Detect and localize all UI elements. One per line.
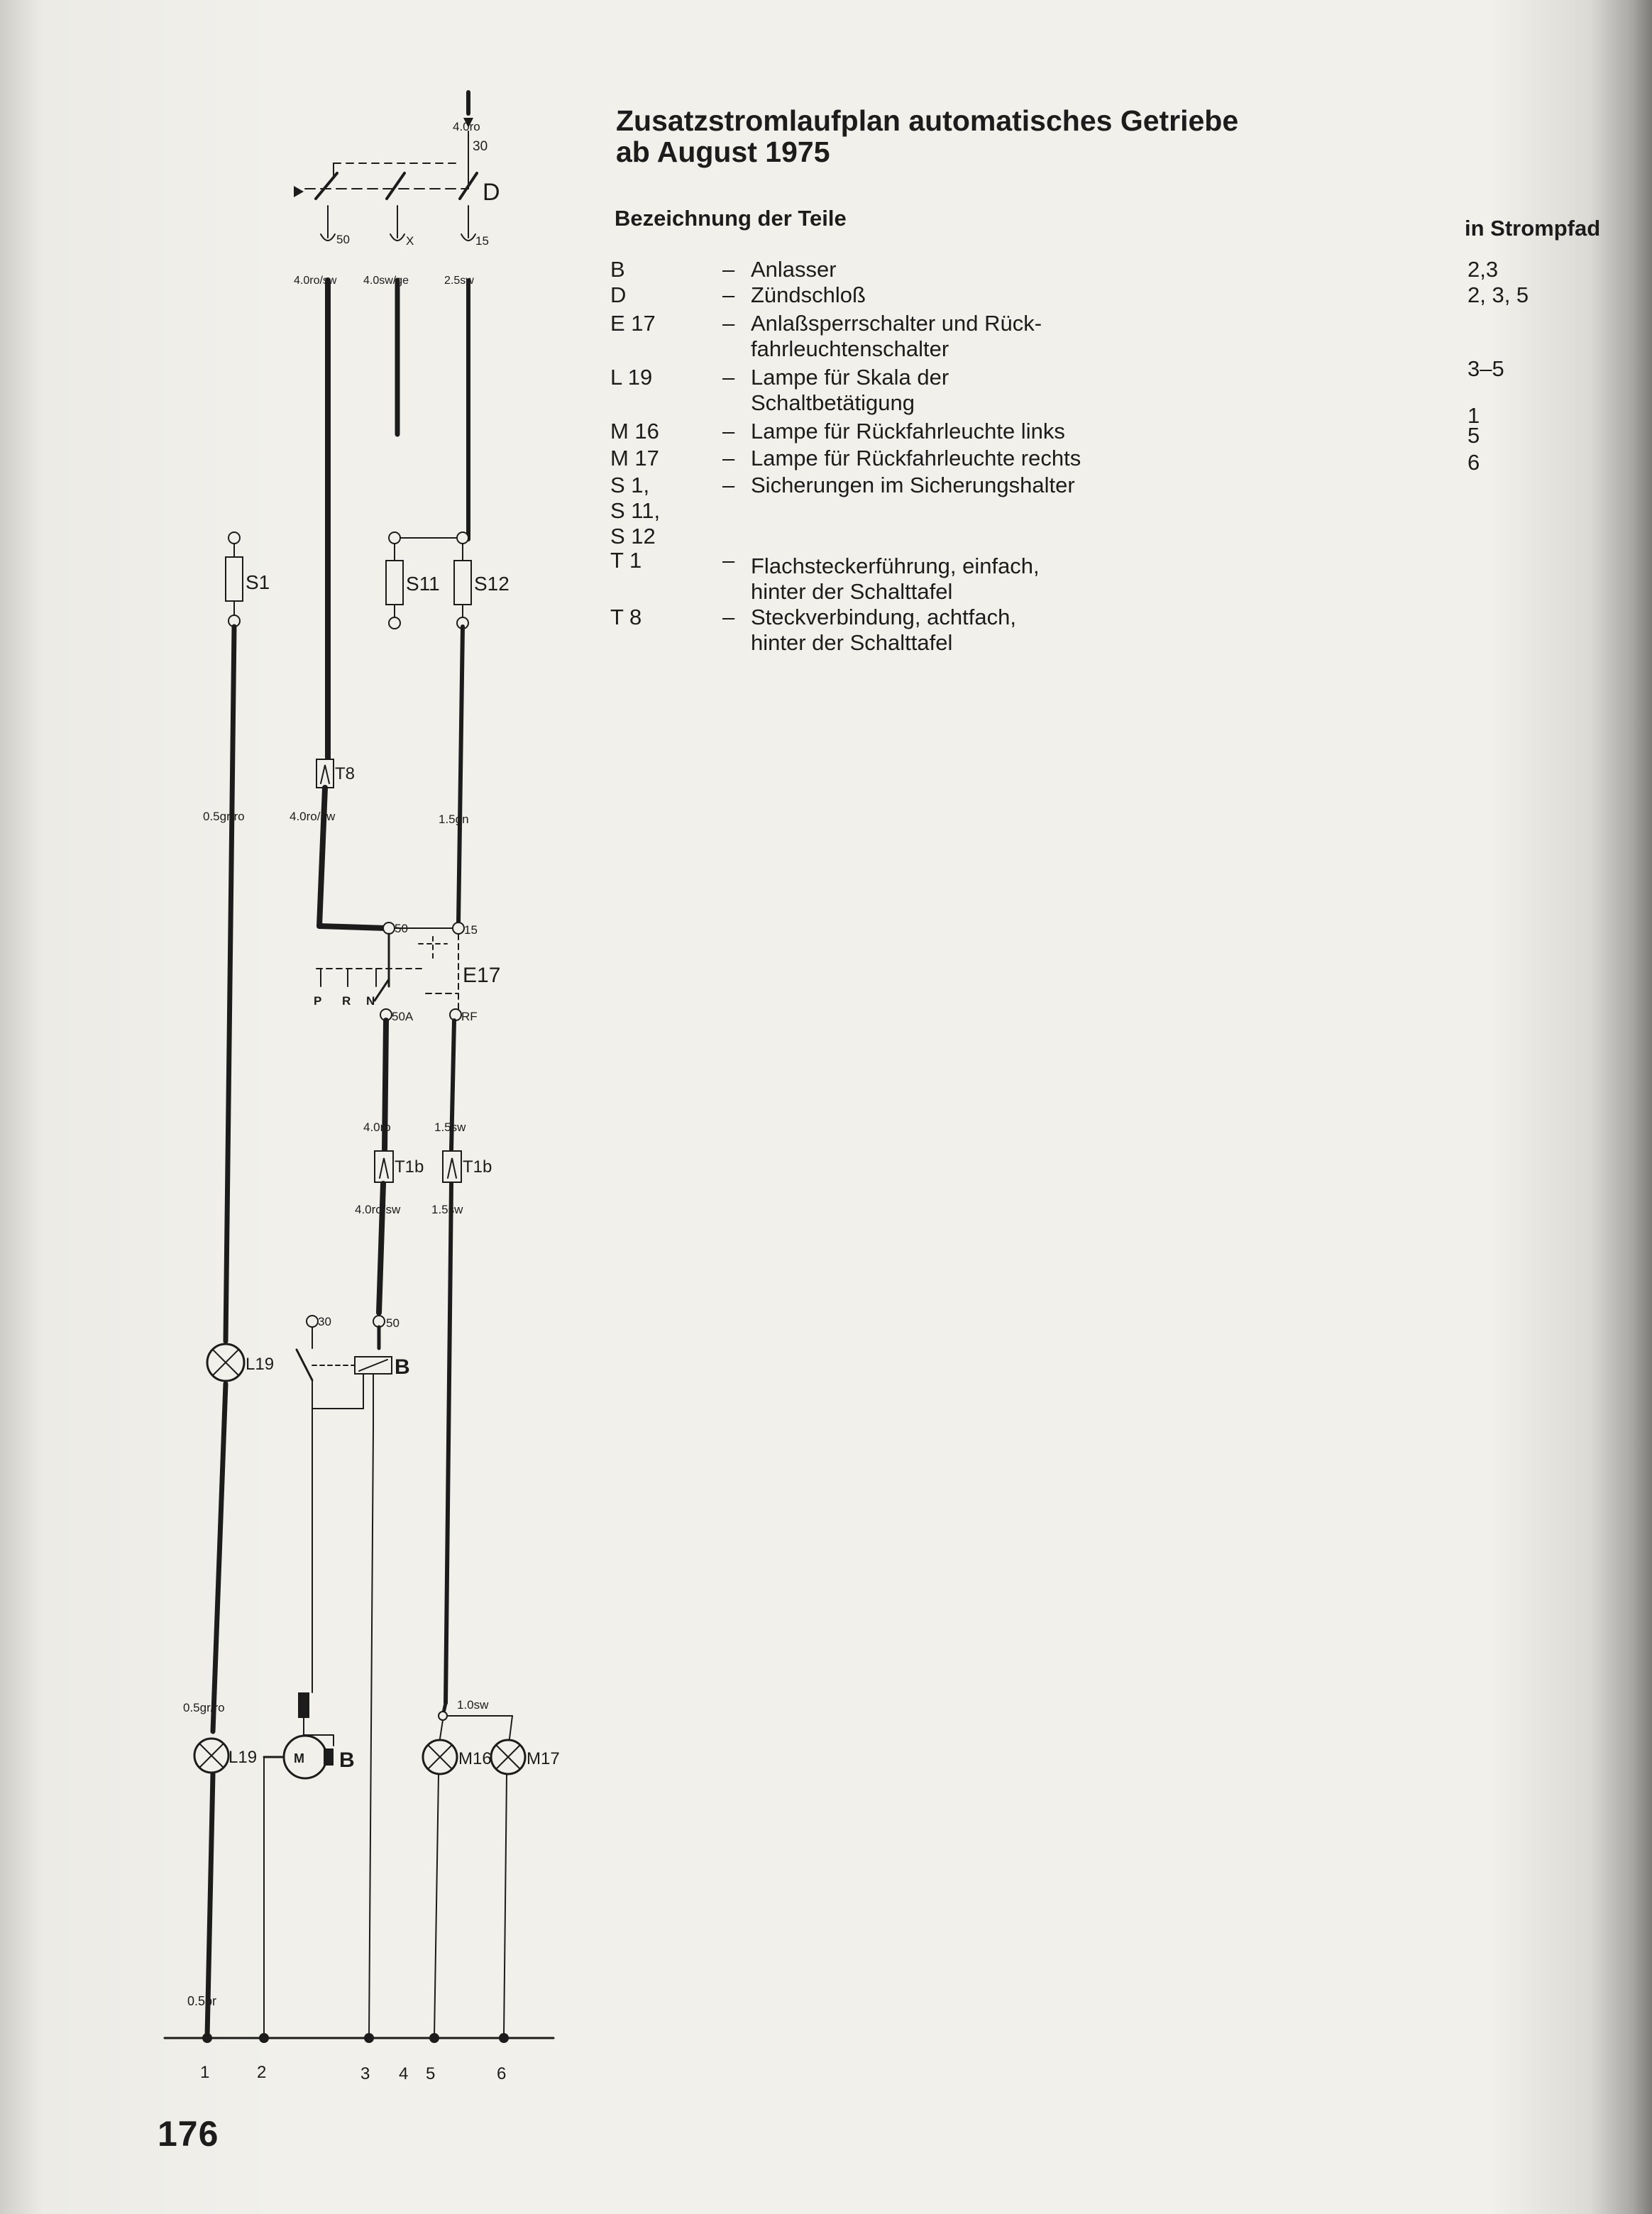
wire-label: 1.5sw [431,1203,463,1216]
wire-label: 4.0ro [363,1120,391,1134]
legend-desc: Anlaßsperrschalter und Rück- fahrleuchtenschalter [751,311,1042,361]
path-number: 4 [399,2064,409,2083]
legend-desc: Steckverbindung, achtfach, hinter der Schalttafel [751,605,1016,655]
selector-label: P [314,994,322,1008]
fuse-s1 [226,532,243,627]
ignition-switch-d [294,92,477,241]
selector-label: N [366,994,375,1008]
legend-desc: Lampe für Skala der Schaltbetätigung [751,365,949,415]
legend-path: 6 [1467,450,1480,475]
component-label: L19 [228,1748,258,1767]
component-label: T1b [463,1157,492,1177]
legend-dash: – [722,282,735,307]
terminal-label: 50 [386,1316,400,1330]
component-label: S12 [474,573,510,595]
component-label: E17 [463,964,501,987]
component-label: S11 [406,573,440,595]
component-label: D [483,179,500,206]
connector-t1b-right [443,1151,461,1182]
page-number: 176 [158,2114,219,2154]
component-label: B [395,1355,410,1379]
legend-path: 1 [1467,403,1480,428]
legend-code: D [610,282,627,307]
wire-label: 4.0ro/sw [294,275,337,287]
path-number: 2 [257,2063,267,2082]
legend-path: 5 [1467,423,1480,448]
starter-motor-b [264,1692,334,2037]
legend-code: B [610,257,625,282]
wire-label: 4.0ro/sw [290,810,336,823]
path-number: 5 [426,2064,436,2083]
legend-code: M 16 [610,419,659,444]
legend-dash: – [722,311,735,336]
title-line-1: Zusatzstromlaufplan automatisches Getriebe [616,104,1239,137]
wire-label: 1.0sw [457,1698,489,1712]
wire-label: 0.5br [187,1994,217,2008]
legend-code: E 17 [610,311,656,336]
terminal-label: 15 [475,234,489,248]
wire-1-gr-ro [226,627,234,1341]
terminal-label: X [406,234,414,248]
component-label: T8 [335,764,356,783]
legend-path: 2, 3, 5 [1467,282,1529,307]
connector-t8 [316,759,334,788]
circuit-path-heading: in Strompfad [1465,216,1601,241]
terminal-label: RF [461,1010,478,1023]
wire-label: 1.5gn [439,813,469,826]
parts-heading: Bezeichnung der Teile [615,206,847,231]
reverse-lamp-m17 [491,1740,525,1774]
wire-label: 1.5sw [434,1120,466,1134]
wire-label: 0.5gr/ro [203,810,245,823]
legend-dash: – [722,365,735,390]
component-label: M17 [527,1749,560,1768]
fuse-s12 [454,532,471,629]
wire-label: 4.0ro [453,120,480,133]
component-label: L19 [246,1355,275,1374]
wire-label: 0.5gr/ro [183,1701,225,1714]
path-number: 1 [200,2063,210,2082]
path-number: 6 [497,2064,507,2083]
wire-label: 4.0sw/ge [363,275,409,287]
motor-symbol-label: M [294,1751,304,1766]
wire-label: 4.0ro/sw [355,1203,401,1216]
connector-t1b-left [375,1151,393,1182]
wire-15-gn [458,627,463,922]
legend-desc: Anlasser [751,257,837,282]
title-line-2: ab August 1975 [616,136,830,168]
legend-dash: – [722,419,735,444]
legend-path: 2,3 [1467,257,1499,282]
legend-code: S 1, S 11, S 12 [610,473,661,549]
component-label: B [339,1748,355,1772]
legend-dash: – [722,548,735,573]
scale-lamp-l19-bottom [194,1739,228,1773]
inhibitor-switch-e17 [316,922,464,1020]
legend-desc: Flachsteckerführung, einfach, hinter der Schalttafel [751,554,1040,604]
terminal-label: 50 [395,922,408,935]
reverse-lamp-m16 [423,1740,457,1774]
component-label: M16 [458,1749,492,1768]
terminal-label: 50 [336,233,350,246]
legend-dash: – [722,446,735,470]
terminal-label: 50A [392,1010,414,1023]
component-label: S1 [246,571,270,593]
legend-dash: – [722,257,735,282]
path-number: 3 [360,2064,370,2083]
selector-label: R [342,994,351,1008]
component-label: T1b [395,1157,424,1177]
terminal-label: 30 [318,1315,331,1328]
legend-code: M 17 [610,446,659,470]
terminal-label: 30 [473,139,488,154]
legend-dash: – [722,605,735,629]
legend-code: T 1 [610,548,642,573]
legend-desc: Sicherungen im Sicherungshalter [751,473,1075,497]
legend-desc: Lampe für Rückfahrleuchte rechts [751,446,1081,470]
legend-desc: Zündschloß [751,282,866,307]
scale-lamp-l19-top [207,1344,244,1381]
legend-code: L 19 [610,365,653,390]
starter-solenoid-b [297,1316,392,1692]
terminal-label: 15 [464,923,478,937]
wire-label: 2.5sw [444,275,474,287]
legend-path: 3–5 [1467,356,1504,381]
legend-code: T 8 [610,605,642,629]
legend-dash: – [722,473,735,497]
legend-desc: Lampe für Rückfahrleuchte links [751,419,1065,444]
